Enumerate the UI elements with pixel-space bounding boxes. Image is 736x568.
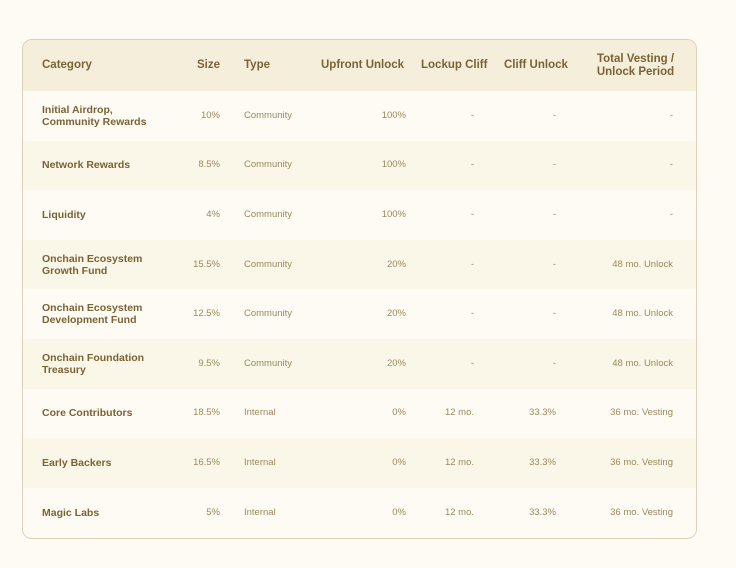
category-line2: Development Fund xyxy=(42,314,137,327)
header-cliff-unlock: Cliff Unlock xyxy=(504,59,568,71)
category-line1: Onchain Foundation xyxy=(42,351,145,364)
cell-category xyxy=(23,240,171,290)
cell-lockup-cliff: - xyxy=(470,159,474,171)
cell-type: Community xyxy=(244,159,293,171)
cell-lockup-cliff: 12 mo. xyxy=(444,506,474,518)
cell-upfront-unlock: 20% xyxy=(386,308,406,320)
table-row xyxy=(23,339,697,389)
table-row xyxy=(23,389,697,439)
cell-type: Community xyxy=(244,208,293,220)
cell-size: 4% xyxy=(206,208,220,220)
cell-upfront-unlock: 100% xyxy=(381,208,406,220)
cell-cliff-unlock: 33.3% xyxy=(529,506,556,518)
category-line2: Community Rewards xyxy=(42,115,147,128)
cell-vesting: 48 mo. Unlock xyxy=(612,357,673,369)
cell-upfront-unlock: 20% xyxy=(386,258,406,270)
header-category: Category xyxy=(42,59,92,71)
cell-cliff-unlock: - xyxy=(552,159,556,171)
cell-cliff-unlock: 33.3% xyxy=(529,407,556,419)
header-vesting-line1: Total Vesting / xyxy=(596,52,675,65)
cell-upfront-unlock: 0% xyxy=(392,506,406,518)
token-allocation-table xyxy=(23,40,697,537)
cell-lockup-cliff: - xyxy=(470,258,474,270)
cell-size: 5% xyxy=(206,506,220,518)
cell-vesting: 36 mo. Vesting xyxy=(610,407,673,419)
cell-size: 8.5% xyxy=(198,159,220,171)
cell-type: Community xyxy=(244,308,293,320)
cell-cliff-unlock: - xyxy=(552,308,556,320)
cell-type: Community xyxy=(244,109,293,121)
category-line1: Onchain Ecosystem xyxy=(42,302,143,315)
cell-type: Community xyxy=(244,258,293,270)
cell-type: Internal xyxy=(244,456,276,468)
category-line1: Liquidity xyxy=(42,208,86,221)
cell-cliff-unlock: 33.3% xyxy=(529,456,556,468)
header-upfront-unlock: Upfront Unlock xyxy=(321,59,405,71)
category-line2: Treasury xyxy=(42,363,86,376)
header-lockup-cliff: Lockup Cliff xyxy=(421,59,488,71)
cell-type: Community xyxy=(244,357,293,369)
cell-type: Internal xyxy=(244,407,276,419)
cell-vesting: 48 mo. Unlock xyxy=(612,258,673,270)
header-vesting-line2: Unlock Period xyxy=(596,65,675,78)
cell-cliff-unlock: - xyxy=(552,208,556,220)
cell-lockup-cliff: - xyxy=(470,308,474,320)
cell-category xyxy=(23,141,171,191)
cell-vesting: - xyxy=(669,208,673,220)
cell-upfront-unlock: 0% xyxy=(392,456,406,468)
cell-size: 9.5% xyxy=(198,357,220,369)
header-type: Type xyxy=(244,59,270,71)
cell-type: Internal xyxy=(244,506,276,518)
cell-vesting: - xyxy=(669,109,673,121)
cell-category xyxy=(23,488,171,538)
cell-category xyxy=(23,91,171,141)
cell-size: 18.5% xyxy=(193,407,220,419)
cell-lockup-cliff: - xyxy=(470,208,474,220)
category-line2: Growth Fund xyxy=(42,264,108,277)
table-row xyxy=(23,141,697,191)
cell-cliff-unlock: - xyxy=(552,109,556,121)
cell-vesting: 36 mo. Vesting xyxy=(610,456,673,468)
category-line1: Core Contributors xyxy=(42,407,133,420)
cell-upfront-unlock: 0% xyxy=(392,407,406,419)
cell-size: 12.5% xyxy=(193,308,220,320)
category-line1: Early Backers xyxy=(42,456,112,469)
cell-lockup-cliff: - xyxy=(470,357,474,369)
category-line1: Initial Airdrop, xyxy=(42,103,113,116)
cell-lockup-cliff: 12 mo. xyxy=(444,407,474,419)
table-row xyxy=(23,91,697,141)
cell-size: 16.5% xyxy=(193,456,220,468)
cell-category xyxy=(23,190,171,240)
token-allocation-card xyxy=(22,39,697,539)
cell-lockup-cliff: - xyxy=(470,109,474,121)
header-vesting xyxy=(569,40,697,91)
cell-category xyxy=(23,289,171,339)
category-line1: Onchain Ecosystem xyxy=(42,252,143,265)
cell-category xyxy=(23,438,171,488)
cell-vesting: 48 mo. Unlock xyxy=(612,308,673,320)
cell-vesting: - xyxy=(669,159,673,171)
cell-category xyxy=(23,339,171,389)
cell-size: 15.5% xyxy=(193,258,220,270)
cell-upfront-unlock: 20% xyxy=(386,357,406,369)
table-row xyxy=(23,190,697,240)
table-row xyxy=(23,488,697,538)
cell-vesting: 36 mo. Vesting xyxy=(610,506,673,518)
cell-cliff-unlock: - xyxy=(552,357,556,369)
table-row xyxy=(23,438,697,488)
cell-lockup-cliff: 12 mo. xyxy=(444,456,474,468)
table-row xyxy=(23,289,697,339)
category-line1: Magic Labs xyxy=(42,506,100,519)
cell-size: 10% xyxy=(200,109,220,121)
table-row xyxy=(23,240,697,290)
cell-upfront-unlock: 100% xyxy=(381,109,406,121)
cell-upfront-unlock: 100% xyxy=(381,159,406,171)
header-size: Size xyxy=(196,59,220,71)
category-line1: Network Rewards xyxy=(42,159,131,172)
cell-cliff-unlock: - xyxy=(552,258,556,270)
table-header-row xyxy=(23,40,697,91)
cell-category xyxy=(23,389,171,439)
